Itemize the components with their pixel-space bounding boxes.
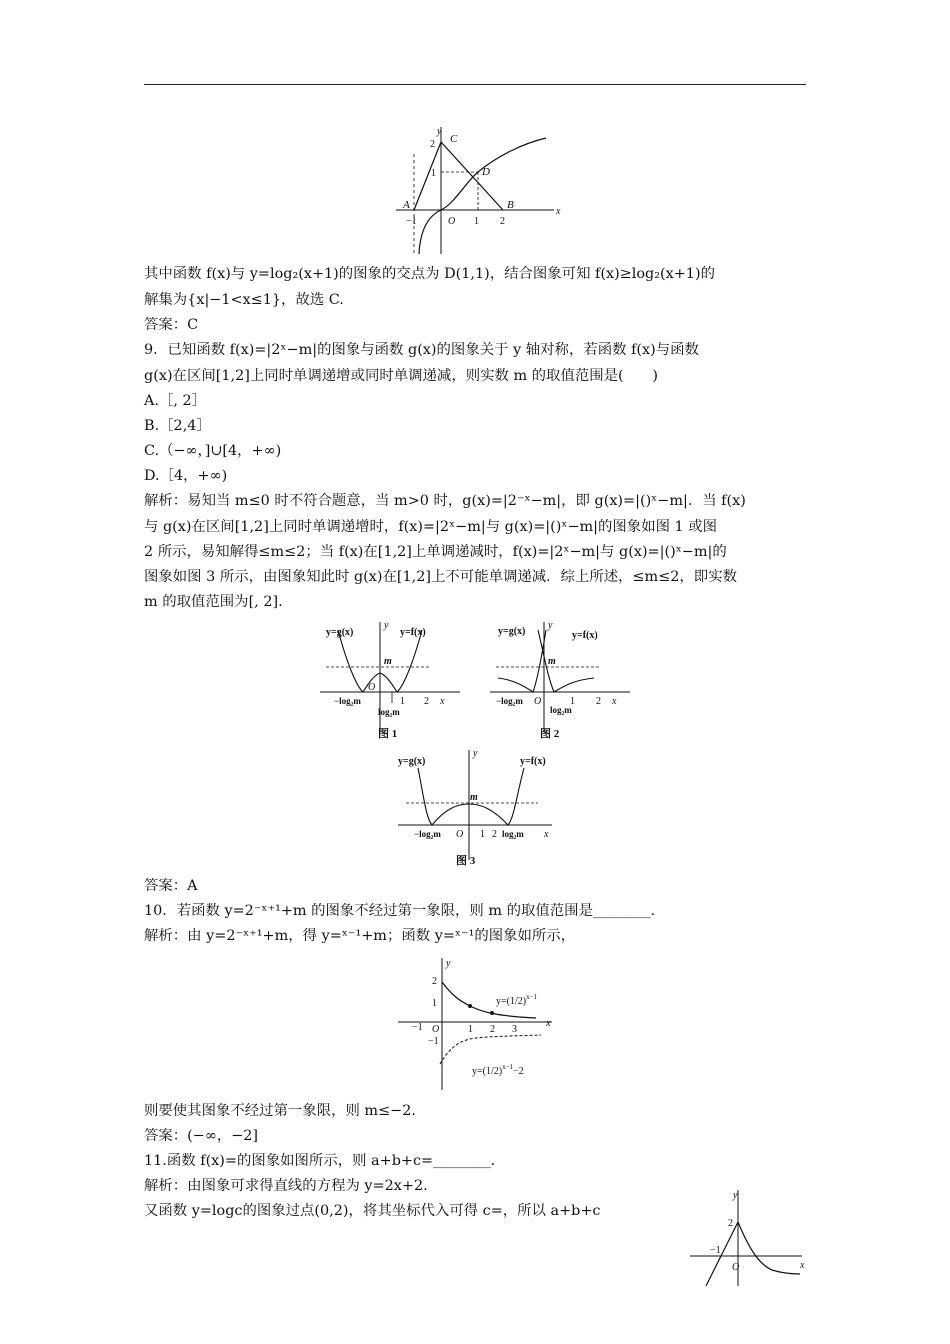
x-label: x [544,829,549,840]
figure-3 [396,748,566,870]
tick-x1: 1 [474,216,479,227]
text-line: 其中函数 f(x)与 y=log₂(x+1)的图象的交点为 D(1,1)，结合图象可知 f(x)≥log₂(x+1)的 [144,266,715,282]
upper-label-exp: x−1 [526,993,538,1001]
lower-curve-dashed [440,1035,541,1064]
point-B-label: B [507,199,514,211]
tick-x2: 2 [490,1024,495,1035]
caption: 图 2 [540,728,560,740]
g-curve [498,630,546,692]
origin-label: O [732,1262,740,1273]
gx-label: y=g(x) [398,756,426,767]
lower-label-y: y= [472,1066,483,1077]
origin-label: O [448,216,456,227]
tick-y2: 2 [430,139,435,150]
y-label: y [473,748,478,759]
origin-label: O [534,696,542,707]
upper-label [496,993,538,1007]
y-label: y [384,620,389,631]
origin-label: O [456,829,464,840]
tick-x1: 1 [468,1024,473,1035]
y-label: y [733,1190,738,1201]
point [490,1011,494,1015]
text-line: 答案：(−∞，−2] [144,1128,259,1144]
lower-label-frac: (1/2) [482,1066,503,1077]
x-label: x [612,696,617,707]
tick-xneg1: −1 [406,216,417,227]
upper-label-y: y= [496,996,507,1007]
lower-label-exp: x−1 [502,1063,514,1071]
option-c: C.（−∞，]∪[4，+∞) [144,443,282,459]
text-line: 答案：C [144,317,199,333]
text-line: 10．若函数 y=2⁻ˣ⁺¹+m 的图象不经过第一象限，则 m 的取值范围是________. [144,903,656,919]
x-label: x [440,696,445,707]
text-line: 与 g(x)在区间[1,2]上同时单调递增时，f(x)=|2ˣ−m|与 g(x)=|()ˣ−m|的图象如图 1 或图 [144,519,718,535]
option-b: B.［2,4］ [144,418,211,434]
x-label: x [556,206,561,217]
figure-q10 [396,956,566,1096]
option-a: A.［, 2］ [144,393,207,409]
text-line: 解集为{x|−1<x≤1}，故选 C. [144,292,344,308]
neg-log-label: −log₂m [334,696,361,706]
text-line: 解析：由 y=2⁻ˣ⁺¹+m，得 y=ˣ⁻¹+m；函数 y=ˣ⁻¹的图象如所示， [144,928,576,944]
log-curve [419,138,546,254]
text-line: 则要使其图象不经过第一象限，则 m≤−2. [144,1103,416,1119]
point-D-label: D [482,166,490,178]
text-line: m 的取值范围为[, 2]. [144,594,283,610]
tick-y2: 2 [728,1218,733,1229]
m-label: m [548,656,556,667]
log-label: log₂m [502,829,524,839]
tick-x2: 2 [500,216,505,227]
tick-yneg1: −1 [428,1036,439,1047]
y-label: y [446,958,451,969]
text-line: 9．已知函数 f(x)=|2ˣ−m|的图象与函数 g(x)的图象关于 y 轴对称，若函数 f(x)与函数 [144,342,699,358]
m-label: m [384,656,392,667]
log-curve [738,1222,800,1274]
x-label: x [546,1018,551,1029]
tick-2: 2 [424,696,429,707]
caption: 图 1 [378,728,398,740]
tick-1: 1 [480,829,485,840]
tick-y2: 2 [432,976,437,987]
tick-2: 2 [596,696,601,707]
origin-label: O [368,682,376,693]
gx-label: y=g(x) [326,627,354,638]
caption: 图 3 [456,855,476,867]
x-label: x [800,1260,805,1271]
neg-log-label: −log₂m [496,696,523,706]
figure-1 [318,620,468,745]
figure-2 [488,620,638,745]
lower-label-tail: −2 [513,1066,524,1077]
neg-log-label: −log₂m [414,829,441,839]
lower-label [472,1063,524,1077]
figure-q11 [688,1186,810,1290]
origin-label: O [432,1024,440,1035]
point-A-label: A [403,199,410,211]
tick-y1: 1 [432,998,437,1009]
tick-xneg1: −1 [710,1245,721,1256]
text-line: 11.函数 f(x)=的图象如图所示，则 a+b+c=________. [144,1153,496,1169]
tick-x3: 3 [512,1024,517,1035]
header-rule [144,84,806,85]
tick-1: 1 [570,696,575,707]
tick-y1: 1 [431,168,436,179]
text-line: 又函数 y=logc的图象过点(0,2)，将其坐标代入可得 c=，所以 a+b+c [144,1203,601,1219]
text-line: 图象如图 3 所示，由图象知此时 g(x)在[1,2]上不可能单调递减．综上所述，≤m≤2，即实数 [144,569,737,585]
text-line: 解析：易知当 m≤0 时不符合题意，当 m>0 时，g(x)=|2⁻ˣ−m|，即 g(x)=|()ˣ−m|．当 f(x) [144,493,746,509]
gx-label: y=g(x) [498,626,526,637]
tick-1: 1 [400,696,405,707]
fx-label: y=f(x) [572,630,598,641]
figure-intersection [396,122,566,257]
fx-label: y=f(x) [520,756,546,767]
option-d: D.［4，+∞) [144,468,228,484]
y-label: y [437,126,442,137]
point-C-label: C [450,133,458,145]
text-line: g(x)在区间[1,2]上同时单调递增或同时单调递减，则实数 m 的取值范围是( ) [144,368,659,384]
y-label: y [548,620,553,631]
tick-xneg1: −1 [412,1022,423,1033]
text-line: 解析：由图象可求得直线的方程为 y=2x+2. [144,1178,428,1194]
log-label: log₂m [550,705,572,715]
m-label: m [470,792,478,803]
tick-2: 2 [492,829,497,840]
point [468,1004,472,1008]
fx-label: y=f(x) [400,627,426,638]
log-label: log₂m [378,707,400,717]
upper-label-frac: (1/2) [506,996,527,1007]
text-line: 2 所示，易知解得≤m≤2；当 f(x)在[1,2]上单调递减时，f(x)=|2ˣ−m|与 g(x)=|()ˣ−m|的 [144,544,727,560]
text-line: 答案：A [144,878,198,894]
